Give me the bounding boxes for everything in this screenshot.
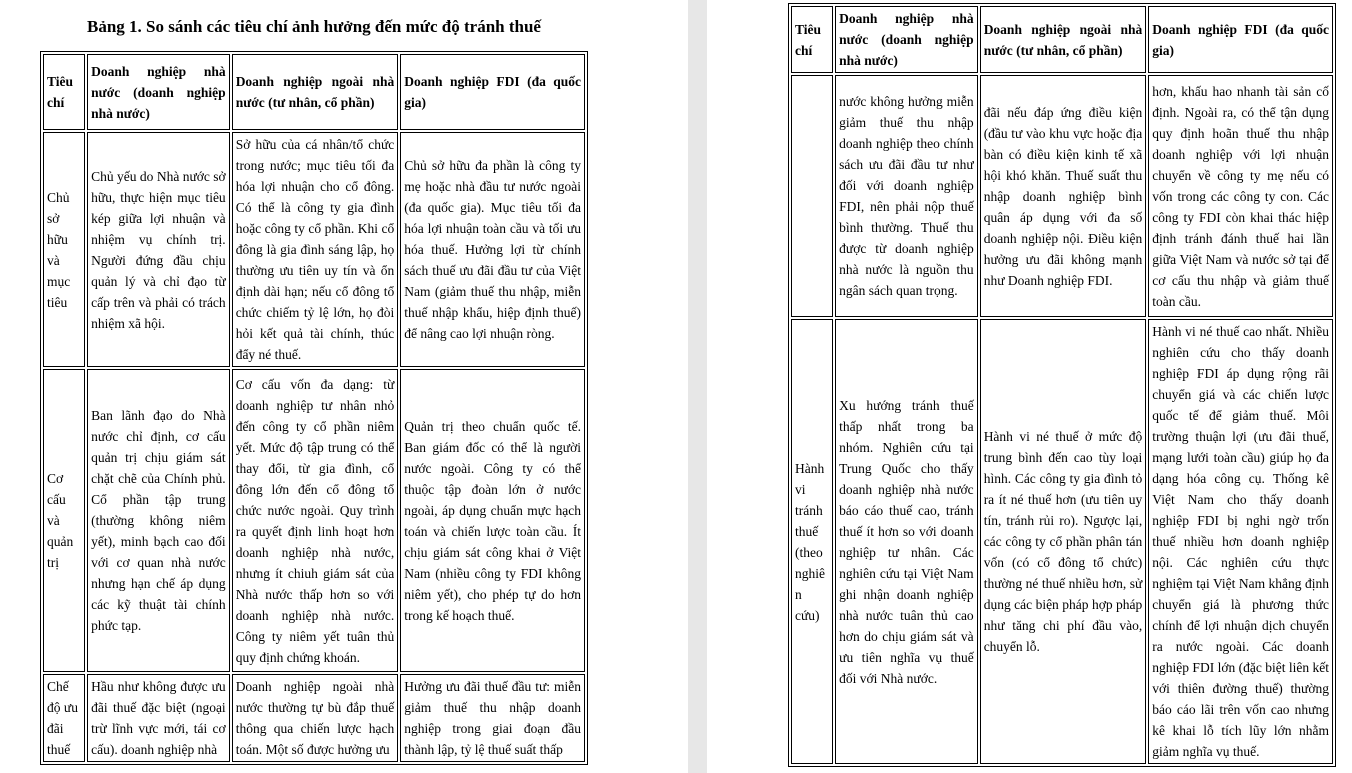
header-state-owned: Doanh nghiệp nhà nước (doanh nghiệp nhà nước) (87, 54, 230, 130)
table-caption: Bảng 1. So sánh các tiêu chí ảnh hưởng đến mức độ tránh thuế (87, 17, 541, 36)
table-row (791, 319, 1333, 764)
header-criteria: Tiêu chí (43, 54, 85, 130)
header-fdi: Doanh nghiệp FDI (đa quốc gia) (1148, 6, 1333, 73)
page-separator (688, 0, 707, 773)
state-owned-cell: nước không hưởng miễn giảm thuế thu nhập doanh nghiệp theo chính sách ưu đãi đầu tư như đối với doanh nghiệp FDI, nên phải nộp thuế bình thường. Thuế thu được từ doanh nghiệp nhà nước là nguồn thu ngân sách quan trọng. (835, 75, 978, 317)
header-criteria: Tiêu chí (791, 6, 833, 73)
comparison-table-page-2 (788, 3, 1336, 767)
comparison-table-page-1 (40, 51, 588, 765)
state-owned-cell: Chủ yếu do Nhà nước sở hữu, thực hiện mục tiêu kép giữa lợi nhuận và nhiệm vụ chính trị. Người đứng đầu chịu quản lý và chỉ đạo từ cấp trên và phải có trách nhiệm xã hội. (87, 132, 230, 367)
criteria-cell: Cơ cấu và quản trị (43, 369, 85, 672)
state-owned-cell: Hầu như không được ưu đãi thuế đặc biệt (ngoại trừ lĩnh vực mới, tái cơ cấu). doanh nghiệp nhà (87, 674, 230, 762)
fdi-cell: Chủ sở hữu đa phần là công ty mẹ hoặc nhà đầu tư nước ngoài (đa quốc gia). Mục tiêu tối đa hóa lợi nhuận toàn cầu và tối ưu hóa thuế. Hưởng lợi từ chính sách thuế ưu đãi đầu tư của Việt Nam (giảm thuế thu nhập, miễn thuế nhập khẩu, hiệp định thuế) để nâng cao lợi nhuận ròng. (400, 132, 585, 367)
criteria-cell (791, 75, 833, 317)
fdi-cell: Hưởng ưu đãi thuế đầu tư: miễn giảm thuế thu nhập doanh nghiệp trong giai đoạn đầu thành lập, tỷ lệ thuế suất thấp (400, 674, 585, 762)
fdi-cell: Hành vi né thuế cao nhất. Nhiều nghiên cứu cho thấy doanh nghiệp FDI áp dụng rộng rãi chuyển giá và các chiến lược quốc tế để giảm thuế. Môi trường thuận lợi (ưu đãi thuế, mạng lưới toàn cầu) giúp họ đa dạng hóa công cụ. Thống kê Việt Nam cho thấy doanh nghiệp FDI bị nghi ngờ trốn thuế nhiều hơn doanh nghiệp nội. Các nghiên cứu thực nghiệm tại Việt Nam khẳng định chuyển giá là phương thức chính để lợi nhuận dịch chuyển ra nước ngoài. Các doanh nghiệp FDI lớn (đặc biệt liên kết với thiên đường thuế) thường báo cáo lãi trên vốn cao nhưng kê khai lỗ tích lũy lớn nhằm giảm nghĩa vụ thuế. (1148, 319, 1333, 764)
criteria-cell: Hành vi tránh thuế (theo nghiên cứu) (791, 319, 833, 764)
header-row (791, 6, 1333, 73)
page-2 (707, 0, 1352, 773)
non-state-cell: Hành vi né thuế ở mức độ trung bình đến cao tùy loại hình. Các công ty gia đình tỏ ra ít né thuế hơn (ưu tiên uy tín, tránh rủi ro). Ngược lại, các công ty cổ phần phân tán vốn (có cổ đông tổ chức) thường né thuế nhiều hơn, sử dụng các biện pháp hợp pháp như tăng chi phí đầu vào, chuyển lỗ. (980, 319, 1147, 764)
header-non-state: Doanh nghiệp ngoài nhà nước (tư nhân, cổ phần) (232, 54, 399, 130)
non-state-cell: Sở hữu của cá nhân/tổ chức trong nước; mục tiêu tối đa hóa lợi nhuận cho cổ đông. Có thể là công ty gia đình hoặc công ty cổ phần. Khi cổ đông là gia đình sáng lập, họ thường ưu tiên uy tín và ổn định dài hạn; nếu cổ đông tổ chức chiếm tỷ lệ lớn, họ đòi hỏi kết quả tài chính, thúc đẩy né thuế. (232, 132, 399, 367)
header-row (43, 54, 585, 130)
table-row (43, 369, 585, 672)
header-state-owned: Doanh nghiệp nhà nước (doanh nghiệp nhà nước) (835, 6, 978, 73)
non-state-cell: đãi nếu đáp ứng điều kiện (đầu tư vào khu vực hoặc địa bàn có điều kiện kinh tế xã hội khó khăn. Thuế suất thu nhập doanh nghiệp bình quân áp dụng với đa số doanh nghiệp nội. Điều kiện hưởng ưu đãi không mạnh như Doanh nghiệp FDI. (980, 75, 1147, 317)
table-row (791, 75, 1333, 317)
header-fdi: Doanh nghiệp FDI (đa quốc gia) (400, 54, 585, 130)
header-non-state: Doanh nghiệp ngoài nhà nước (tư nhân, cổ phần) (980, 6, 1147, 73)
fdi-cell: Quản trị theo chuẩn quốc tế. Ban giám đốc có thể là người nước ngoài. Công ty có thể thuộc tập đoàn lớn ở nước ngoài, áp dụng chuẩn mực hạch toán và chiến lược toàn cầu. Ít chịu giám sát công khai ở Việt Nam (nhiều công ty FDI không niêm yết), cho phép tự do hơn trong kế hoạch thuế. (400, 369, 585, 672)
fdi-cell: hơn, khấu hao nhanh tài sản cố định. Ngoài ra, có thể tận dụng quy định hoãn thuế thu nhập doanh nghiệp với lợi nhuận chuyển về công ty mẹ nếu có vốn trong các công ty con. Các công ty FDI còn khai thác hiệp định tránh đánh thuế hai lần giữa Việt Nam và nước sở tại để cơ cấu thu nhập và giảm thuế toàn cầu. (1148, 75, 1333, 317)
table-row (43, 674, 585, 762)
criteria-cell: Chủ sở hữu và mục tiêu (43, 132, 85, 367)
table-row (43, 132, 585, 367)
criteria-cell: Chế độ ưu đãi thuế (43, 674, 85, 762)
non-state-cell: Cơ cấu vốn đa dạng: từ doanh nghiệp tư nhân nhỏ đến công ty cổ phần niêm yết. Mức độ tập trung có thể thay đổi, từ gia đình, cổ đông lớn đến cổ đông tổ chức nước ngoài. Quy trình ra quyết định linh hoạt hơn doanh nghiệp nhà nước, nhưng ít chiuh giám sát của Nhà nước thấp hơn so với doanh nghiệp nhà nước. Công ty niêm yết tuân thủ quy định chứng khoán. (232, 369, 399, 672)
state-owned-cell: Ban lãnh đạo do Nhà nước chỉ định, cơ cấu quản trị chịu giám sát chặt chẽ của Chính phủ. Cổ phần tập trung (thường không niêm yết), minh bạch cao đối với cơ quan nhà nước nhưng hạn chế áp dụng các kỹ thuật tài chính phức tạp. (87, 369, 230, 672)
non-state-cell: Doanh nghiệp ngoài nhà nước thường tự bù đắp thuế thông qua chiến lược hạch toán. Một số được hưởng ưu (232, 674, 399, 762)
state-owned-cell: Xu hướng tránh thuế thấp nhất trong ba nhóm. Nghiên cứu tại Trung Quốc cho thấy doanh nghiệp nhà nước báo cáo thuế cao, tránh thuế ít hơn so với doanh nghiệp tư nhân. Các nghiên cứu tại Việt Nam ghi nhận doanh nghiệp nhà nước tuân thủ cao hơn do chịu giám sát và ưu tiên nghĩa vụ thuế đối với Nhà nước. (835, 319, 978, 764)
